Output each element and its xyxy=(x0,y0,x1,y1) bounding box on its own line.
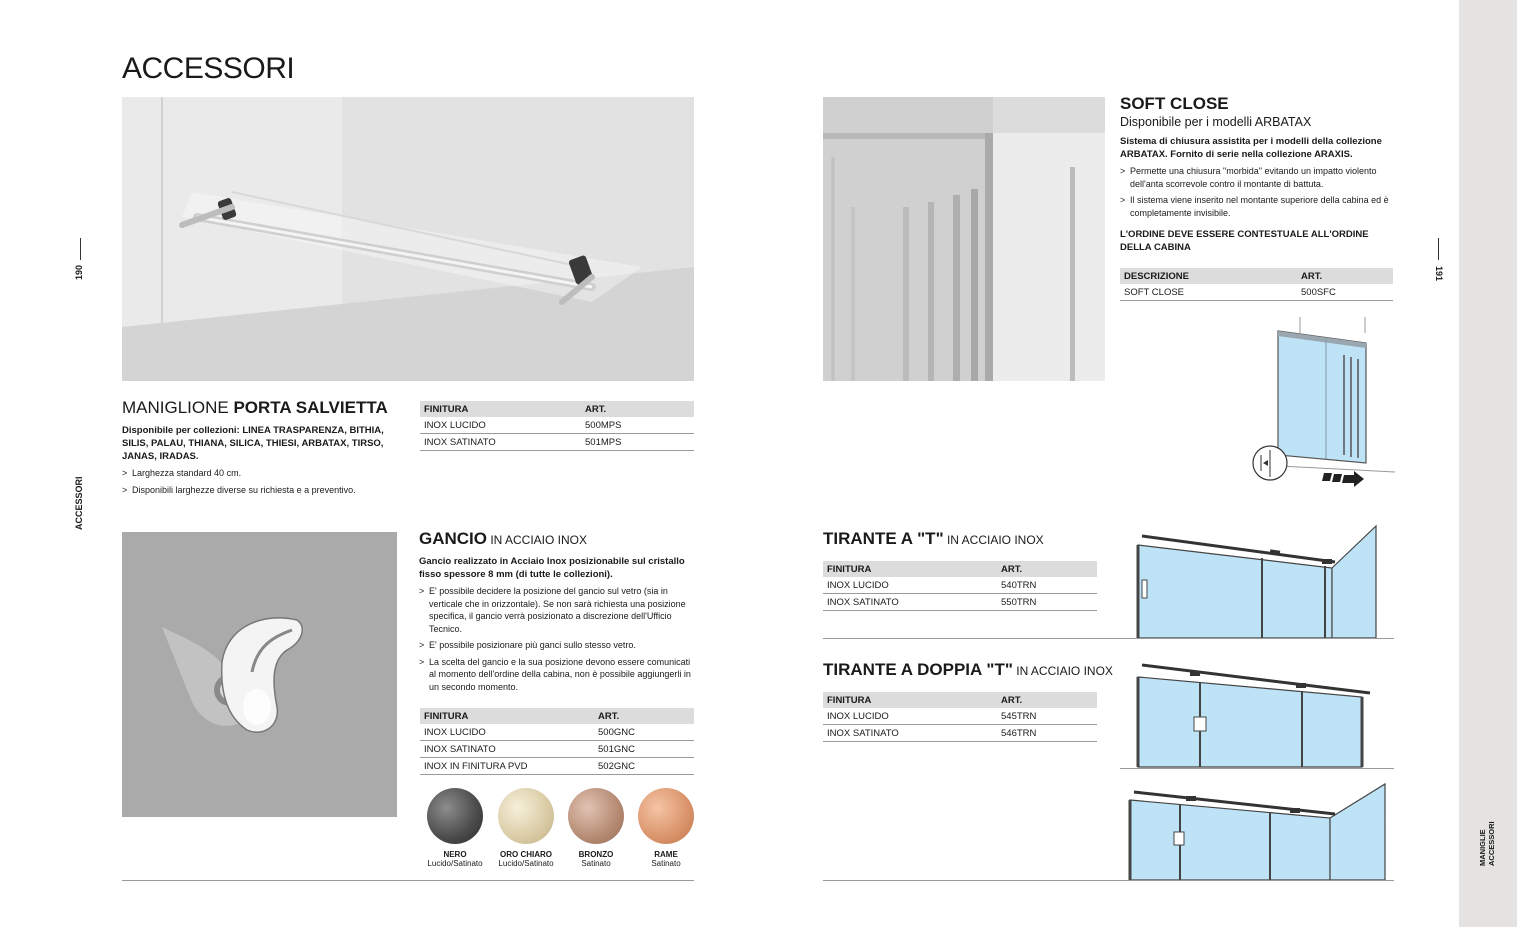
col-header: FINITURA xyxy=(823,692,997,708)
bullet-item: > E' possibile decidere la posizione del gancio sul vetro (sia in verticale che in orizzontale). Se non sarà richiesta una posizione specifica, il gancio verrà posizionato a discrezione dell'Ufficio Tecnico. xyxy=(419,585,694,635)
soft-close-table-wrap xyxy=(1120,268,1393,301)
page-number-rule xyxy=(1438,238,1439,260)
tirante-doppia-table xyxy=(823,692,1097,742)
swatch-label: RAME Satinato xyxy=(651,850,681,868)
soft-close-title: SOFT CLOSE xyxy=(1120,94,1229,113)
table-row: INOX SATINATO 546TRN xyxy=(823,725,1097,742)
table-row: INOX IN FINITURA PVD 502GNC xyxy=(420,758,694,775)
tirante-t-table-wrap xyxy=(823,561,1097,611)
tab-label-line1: MANIGLIE xyxy=(1478,829,1487,866)
col-header: ART. xyxy=(997,692,1097,708)
right-page-number: 191 xyxy=(1434,266,1444,282)
bullet-item: > Larghezza standard 40 cm. xyxy=(122,467,402,480)
finish-swatch-rame xyxy=(638,788,694,868)
maniglione-description: Disponibile per collezioni: LINEA TRASPARENZA, BITHIA, SILIS, PALAU, THIANA, SILICA, THIESI, ARBATAX, TIRSO, JANAS, IRADAS. xyxy=(122,425,384,462)
col-header: ART. xyxy=(594,708,694,724)
col-header: FINITURA xyxy=(420,401,581,417)
col-header: FINITURA xyxy=(420,708,594,724)
swatch-circle xyxy=(427,788,483,844)
finish-swatch-oro-chiaro xyxy=(498,788,554,868)
maniglione-table-wrap xyxy=(420,401,694,451)
soft-close-diagram xyxy=(1240,315,1400,490)
soft-close-subtitle: Disponibile per i modelli ARBATAX xyxy=(1120,115,1312,129)
page-title: ACCESSORI xyxy=(122,52,295,86)
swatch-circle xyxy=(568,788,624,844)
col-header: DESCRIZIONE xyxy=(1120,268,1297,284)
soft-close-note: L'ORDINE DEVE ESSERE CONTESTUALE ALL'ORDINE DELLA CABINA xyxy=(1120,229,1369,253)
gancio-photo xyxy=(122,532,397,817)
bullet-item: > E' possibile posizionare più ganci sullo stesso vetro. xyxy=(419,639,694,652)
tirante-doppia-diagram-front xyxy=(1120,655,1395,770)
tirante-t-title: TIRANTE A "T" IN ACCIAIO INOX xyxy=(823,529,1044,548)
table-row: INOX LUCIDO 500GNC xyxy=(420,724,694,741)
finish-swatch-nero xyxy=(427,788,483,868)
divider-doppia-1 xyxy=(1120,768,1394,769)
tab-label xyxy=(1478,821,1496,866)
tirante-t-diagram xyxy=(1120,520,1395,640)
bottom-rule-left xyxy=(122,880,694,881)
bottom-rule-right xyxy=(823,880,1394,881)
gancio-table-wrap xyxy=(420,708,694,775)
table-row: INOX SATINATO 501GNC xyxy=(420,741,694,758)
table-row: INOX SATINATO 501MPS xyxy=(420,434,694,451)
tirante-t-section xyxy=(823,529,1103,549)
soft-close-bullets xyxy=(1120,165,1395,219)
finish-swatch-bronzo xyxy=(568,788,624,868)
soft-close-table xyxy=(1120,268,1393,301)
tirante-t-table xyxy=(823,561,1097,611)
maniglione-photo xyxy=(122,97,694,381)
swatch-label: NERO Lucido/Satinato xyxy=(427,850,483,868)
table-row: INOX LUCIDO 545TRN xyxy=(823,708,1097,725)
side-tab-band xyxy=(1459,0,1517,927)
swatch-label: BRONZO Satinato xyxy=(578,850,614,868)
col-header: FINITURA xyxy=(823,561,997,577)
gancio-bullets xyxy=(419,585,694,693)
swatch-circle xyxy=(498,788,554,844)
tirante-doppia-section xyxy=(823,660,1123,680)
table-row: INOX SATINATO 550TRN xyxy=(823,594,1097,611)
col-header: ART. xyxy=(1297,268,1393,284)
table-row: INOX LUCIDO 500MPS xyxy=(420,417,694,434)
soft-close-section xyxy=(1120,94,1395,254)
soft-close-photo xyxy=(823,97,1105,381)
maniglione-bullets xyxy=(122,467,402,496)
bullet-item: > Permette una chiusura "morbida" evitando un impatto violento dell'anta scorrevole contro il montante di battuta. xyxy=(1120,165,1395,190)
left-page-number: 190 xyxy=(74,264,84,280)
swatch-circle xyxy=(638,788,694,844)
table-row: SOFT CLOSE 500SFC xyxy=(1120,284,1393,301)
col-header: ART. xyxy=(997,561,1097,577)
maniglione-section xyxy=(122,398,402,500)
swatch-label: ORO CHIARO Lucido/Satinato xyxy=(498,850,554,868)
gancio-section xyxy=(419,529,694,697)
tirante-doppia-title: TIRANTE A DOPPIA "T" IN ACCIAIO INOX xyxy=(823,660,1113,679)
tab-label-line2: ACCESSORI xyxy=(1487,821,1496,866)
bullet-item: > La scelta del gancio e la sua posizione devono essere comunicati al momento dell'ordine della cabina, non è possibile aggiungerli in un secondo momento. xyxy=(419,656,694,694)
soft-close-description: Sistema di chiusura assistita per i modelli della collezione ARBATAX. Fornito di serie nella collezione ARAXIS. xyxy=(1120,136,1382,160)
gancio-table xyxy=(420,708,694,775)
side-section-label: ACCESSORI xyxy=(74,476,84,530)
col-header: ART. xyxy=(581,401,694,417)
gancio-title: GANCIO IN ACCIAIO INOX xyxy=(419,529,588,548)
divider-tirante xyxy=(823,638,1394,639)
tirante-doppia-table-wrap xyxy=(823,692,1097,742)
maniglione-title: MANIGLIONE PORTA SALVIETTA xyxy=(122,398,388,417)
tirante-doppia-diagram-corner xyxy=(1120,780,1395,882)
table-row: INOX LUCIDO 540TRN xyxy=(823,577,1097,594)
gancio-description: Gancio realizzato in Acciaio Inox posizionabile sul cristallo fisso spessore 8 mm (di tutte le collezioni). xyxy=(419,556,685,580)
maniglione-table xyxy=(420,401,694,451)
bullet-item: > Il sistema viene inserito nel montante superiore della cabina ed è completamente invisibile. xyxy=(1120,194,1395,219)
bullet-item: > Disponibili larghezze diverse su richiesta e a preventivo. xyxy=(122,484,402,497)
page-number-rule xyxy=(80,238,81,260)
